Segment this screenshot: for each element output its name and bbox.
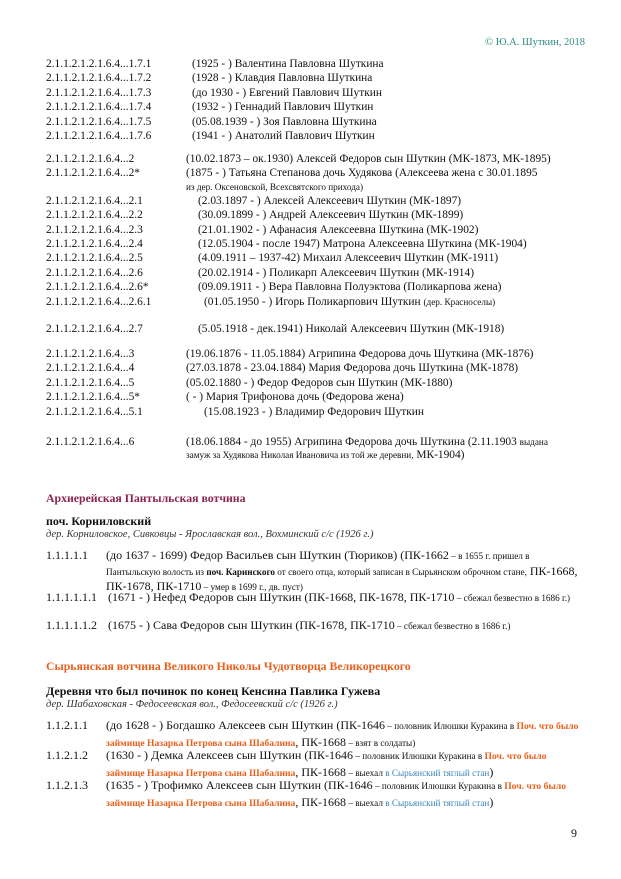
copyright-notice: © Ю.А. Шуткин, 2018 — [485, 37, 585, 48]
entry-code: 2.1.1.2.1.2.1.6.4...2.3 — [46, 223, 143, 236]
entry-code: 2.1.1.2.1.2.1.6.4...2.1 — [46, 194, 143, 207]
entry-code: 2.1.1.2.1.2.1.6.4...6 — [46, 436, 135, 448]
entry-code: 2.1.1.2.1.2.1.6.4...1.7.2 — [46, 72, 152, 85]
section-title: Сырьянская вотчина Великого Николы Чудотворца Великорецкого — [46, 659, 411, 673]
list-item — [46, 361, 591, 375]
entry-code: 2.1.1.2.1.2.1.6.4...1.7.1 — [46, 58, 152, 70]
entry-note: (дер. Красноселы) — [423, 296, 496, 307]
entry-code: 2.1.1.2.1.2.1.6.4...2.2 — [46, 209, 143, 222]
entry-code: 1.1.2.1.3 — [46, 778, 88, 792]
entry-text: (5.05.1918 - дек.1941) Николай Алексеевич Шуткин (МК-1918) — [198, 323, 505, 335]
entry-code: 2.1.1.2.1.2.1.6.4...1.7.6 — [46, 130, 152, 143]
place-name: Поч. что было займище Назарка Петрова сына Шабалина — [106, 751, 547, 779]
list-item — [46, 223, 591, 237]
entry-text: (12.05.1904 - после 1947) Матрона Алексеевна Шуткина (МК-1904) — [198, 238, 527, 251]
entry-text: (30.09.1899 - ) Андрей Алексеевич Шуткин (МК-1899) — [198, 209, 464, 222]
entry-text: (19.06.1876 - 11.05.1884) Агрипина Федорова дочь Шуткина (МК-1876) — [186, 348, 534, 360]
entry-text: МК-1904) — [416, 449, 465, 462]
entry-continuation: из дер. Оксеновской, Всехсвятского прихода) — [186, 181, 364, 192]
list-item — [46, 390, 591, 404]
entry-text: ПК-1668, ПК-1678, ПК-1710 — [106, 563, 578, 594]
closing-paren: ) — [489, 764, 494, 779]
entry-text: (2.03.1897 - ) Алексей Алексеевич Шуткин (МК-1897) — [198, 194, 462, 207]
entry-note: – выехал — [346, 767, 386, 778]
genealogy-group-1 — [46, 57, 591, 143]
place-name: поч. Каринского — [206, 566, 275, 577]
entry-code: 2.1.1.2.1.2.1.6.4...5 — [46, 376, 135, 389]
genealogy-group-3 — [46, 322, 591, 336]
list-item — [46, 322, 591, 336]
list-item — [46, 115, 591, 129]
list-item — [46, 237, 591, 251]
entry-code: 2.1.1.2.1.2.1.6.4...2.6.1 — [46, 295, 152, 308]
list-item — [46, 548, 581, 595]
list-item — [46, 86, 591, 100]
list-item — [46, 57, 591, 71]
entry-note: – в 1655 г. пришел в Пантыльскую волость из — [106, 551, 530, 577]
entry-text: (01.05.1950 - ) Игорь Поликарпович Шуткин — [204, 295, 421, 308]
genealogy-group-2 — [46, 152, 591, 309]
entry-text: ( - ) Мария Трифонова дочь (Федорова жена) — [186, 391, 404, 404]
list-item — [46, 152, 591, 166]
entry-code: 1.1.2.1.2 — [46, 748, 88, 762]
entry-note: – сбежал безвестно в 1686 г.) — [394, 621, 511, 631]
subsection-title: поч. Корниловский — [46, 514, 152, 528]
subsection-title: Деревня что был починок по конец Кенсина Павлика Гужева — [46, 684, 381, 698]
entry-note: – половник Илюшки Куракина в — [385, 721, 517, 731]
list-item — [46, 618, 581, 634]
entry-code: 2.1.1.2.1.2.1.6.4...2* — [46, 167, 140, 180]
subsection-note: дер. Шабаховская - Федосеевская вол., Федосеевский с/с (1926 г.) — [46, 699, 338, 710]
entry-code: 2.1.1.2.1.2.1.6.4...5.1 — [46, 405, 143, 418]
list-item — [46, 376, 591, 390]
entry-text: (до 1628 - ) Богдашко Алексеев сын Шуткин (ПК-1646 — [106, 718, 385, 732]
entry-code: 2.1.1.2.1.2.1.6.4...1.7.4 — [46, 101, 152, 114]
entry-text: (10.02.1873 – ок.1930) Алексей Федоров сын Шуткин (МК-1873, МК-1895) — [186, 153, 551, 165]
entry-text: (1941 - ) Анатолий Павлович Шуткин — [192, 130, 375, 143]
entry-text: (4.09.1911 – 1937-42) Михаил Алексеевич Шуткин (МК-1911) — [198, 252, 499, 265]
list-item — [46, 748, 581, 781]
entry-text: (1635 - ) Трофимко Алексеев сын Шуткин (ПК-1646 — [106, 778, 373, 792]
list-item — [46, 194, 591, 208]
page-number: 9 — [571, 826, 577, 840]
entry-text: (09.09.1911 - ) Вера Павловна Полуэктова (Поликарпова жена) — [198, 281, 502, 294]
section-title: Архиерейская Пантыльская вотчина — [46, 491, 246, 505]
list-item — [46, 208, 591, 222]
entry-code: 2.1.1.2.1.2.1.6.4...2 — [46, 153, 135, 165]
entry-note: – половник Илюшки Куракина в — [372, 781, 505, 791]
entry-note: – умер в 1699 г., дв. пуст) — [201, 582, 303, 593]
entry-code: 1.1.1.1.1 — [46, 548, 88, 562]
list-item — [46, 778, 581, 811]
list-item — [46, 71, 591, 85]
entry-text: , ПК-1668 — [295, 794, 347, 809]
entry-code: 1.1.2.1.1 — [46, 718, 88, 732]
entry-text: (20.02.1914 - ) Поликарп Алексеевич Шуткин (МК-1914) — [198, 266, 474, 279]
entry-text: (27.03.1878 - 23.04.1884) Мария Федорова дочь Шуткина (МК-1878) — [186, 362, 519, 375]
entry-text: (18.06.1884 - до 1955) Агрипина Федорова дочь Шуткина (2.11.1903 — [186, 436, 517, 448]
place-name: Поч. что было займище Назарка Петрова сына Шабалина — [106, 721, 579, 749]
entry-continuation — [46, 449, 591, 462]
list-item — [46, 347, 591, 361]
entry-note: – взят в солдаты) — [346, 737, 416, 748]
entry-code: 2.1.1.2.1.2.1.6.4...1.7.5 — [46, 115, 152, 128]
entry-text: (15.08.1923 - ) Владимир Федорович Шуткин — [204, 405, 424, 418]
entry-code: 2.1.1.2.1.2.1.6.4...4 — [46, 362, 135, 375]
entry-note: от своего отца, который записан в Сырьянском оброчном стане, — [274, 566, 527, 577]
entry-note: выдана — [519, 437, 548, 447]
list-item — [46, 435, 591, 449]
entry-text: (до 1637 - 1699) Федор Васильев сын Шуткин (Тюриков) (ПК-1662 — [106, 548, 449, 562]
entry-text: (05.08.1939 - ) Зоя Павловна Шуткина — [192, 115, 377, 128]
entry-text: (1675 - ) Сава Федоров сын Шуткин (ПК-1678, ПК-1710 — [108, 618, 395, 632]
entry-text: (1630 - ) Демка Алексеев сын Шуткин (ПК-1646 — [106, 748, 354, 762]
entry-text: , ПК-1668 — [295, 764, 347, 779]
entry-text: (05.02.1880 - ) Федор Федоров сын Шуткин (МК-1880) — [186, 376, 453, 389]
list-item — [46, 129, 591, 143]
entry-text: , ПК-1668 — [295, 734, 347, 749]
list-item — [46, 405, 591, 419]
entry-code: 2.1.1.2.1.2.1.6.4...2.5 — [46, 252, 143, 265]
list-item — [46, 266, 591, 280]
entry-note: замуж за Худякова Николая Ивановича из той же деревни, — [186, 450, 414, 461]
entry-code: 2.1.1.2.1.2.1.6.4...2.4 — [46, 238, 143, 251]
list-item — [46, 295, 591, 309]
list-item — [46, 251, 591, 265]
entry-text: (1671 - ) Нефед Федоров сын Шуткин (ПК-1668, ПК-1678, ПК-1710 — [108, 590, 455, 604]
entry-text: (21.01.1902 - ) Афанасия Алексеевна Шуткина (МК-1902) — [198, 223, 479, 236]
place-link-text: в Сырьянский тяглый стан — [385, 767, 490, 778]
entry-text: (1932 - ) Геннадий Павлович Шуткин — [192, 101, 374, 114]
list-item — [46, 718, 581, 751]
genealogy-group-5 — [46, 435, 591, 462]
genealogy-group-4 — [46, 347, 591, 419]
entry-code: 2.1.1.2.1.2.1.6.4...5* — [46, 391, 140, 404]
entry-code: 2.1.1.2.1.2.1.6.4...3 — [46, 348, 135, 360]
place-name: Поч. что было займище Назарка Петрова сына Шабалина — [106, 781, 567, 809]
entry-note: – сбежал безвестно в 1686 г.) — [454, 593, 571, 603]
entry-code: 2.1.1.2.1.2.1.6.4...2.6 — [46, 266, 143, 279]
list-item — [46, 280, 591, 294]
list-item — [46, 100, 591, 114]
list-item — [46, 166, 591, 180]
list-item — [46, 590, 581, 606]
closing-paren: ) — [489, 794, 494, 809]
entry-note: – половник Илюшки Куракина в — [353, 751, 485, 761]
entry-code: 1.1.1.1.1.1 — [46, 590, 97, 604]
entry-text: (до 1930 - ) Евгений Павлович Шуткин — [192, 86, 382, 99]
entry-text: (1925 - ) Валентина Павловна Шуткина — [192, 58, 384, 70]
entry-code: 1.1.1.1.1.2 — [46, 618, 97, 632]
entry-text: (1928 - ) Клавдия Павловна Шуткина — [192, 72, 373, 85]
place-link-text: в Сырьянский тяглый стан — [385, 797, 490, 808]
entry-code: 2.1.1.2.1.2.1.6.4...1.7.3 — [46, 86, 152, 99]
entry-note: – выехал — [346, 797, 386, 808]
entry-code: 2.1.1.2.1.2.1.6.4...2.6* — [46, 281, 149, 294]
entry-code: 2.1.1.2.1.2.1.6.4...2.7 — [46, 323, 143, 335]
subsection-note: дер. Корниловское, Сивковцы - Ярославская вол., Вохминский с/с (1926 г.) — [46, 529, 374, 540]
entry-text: (1875 - ) Татьяна Степанова дочь Худякова (Алексеева жена с 30.01.1895 — [186, 167, 538, 180]
